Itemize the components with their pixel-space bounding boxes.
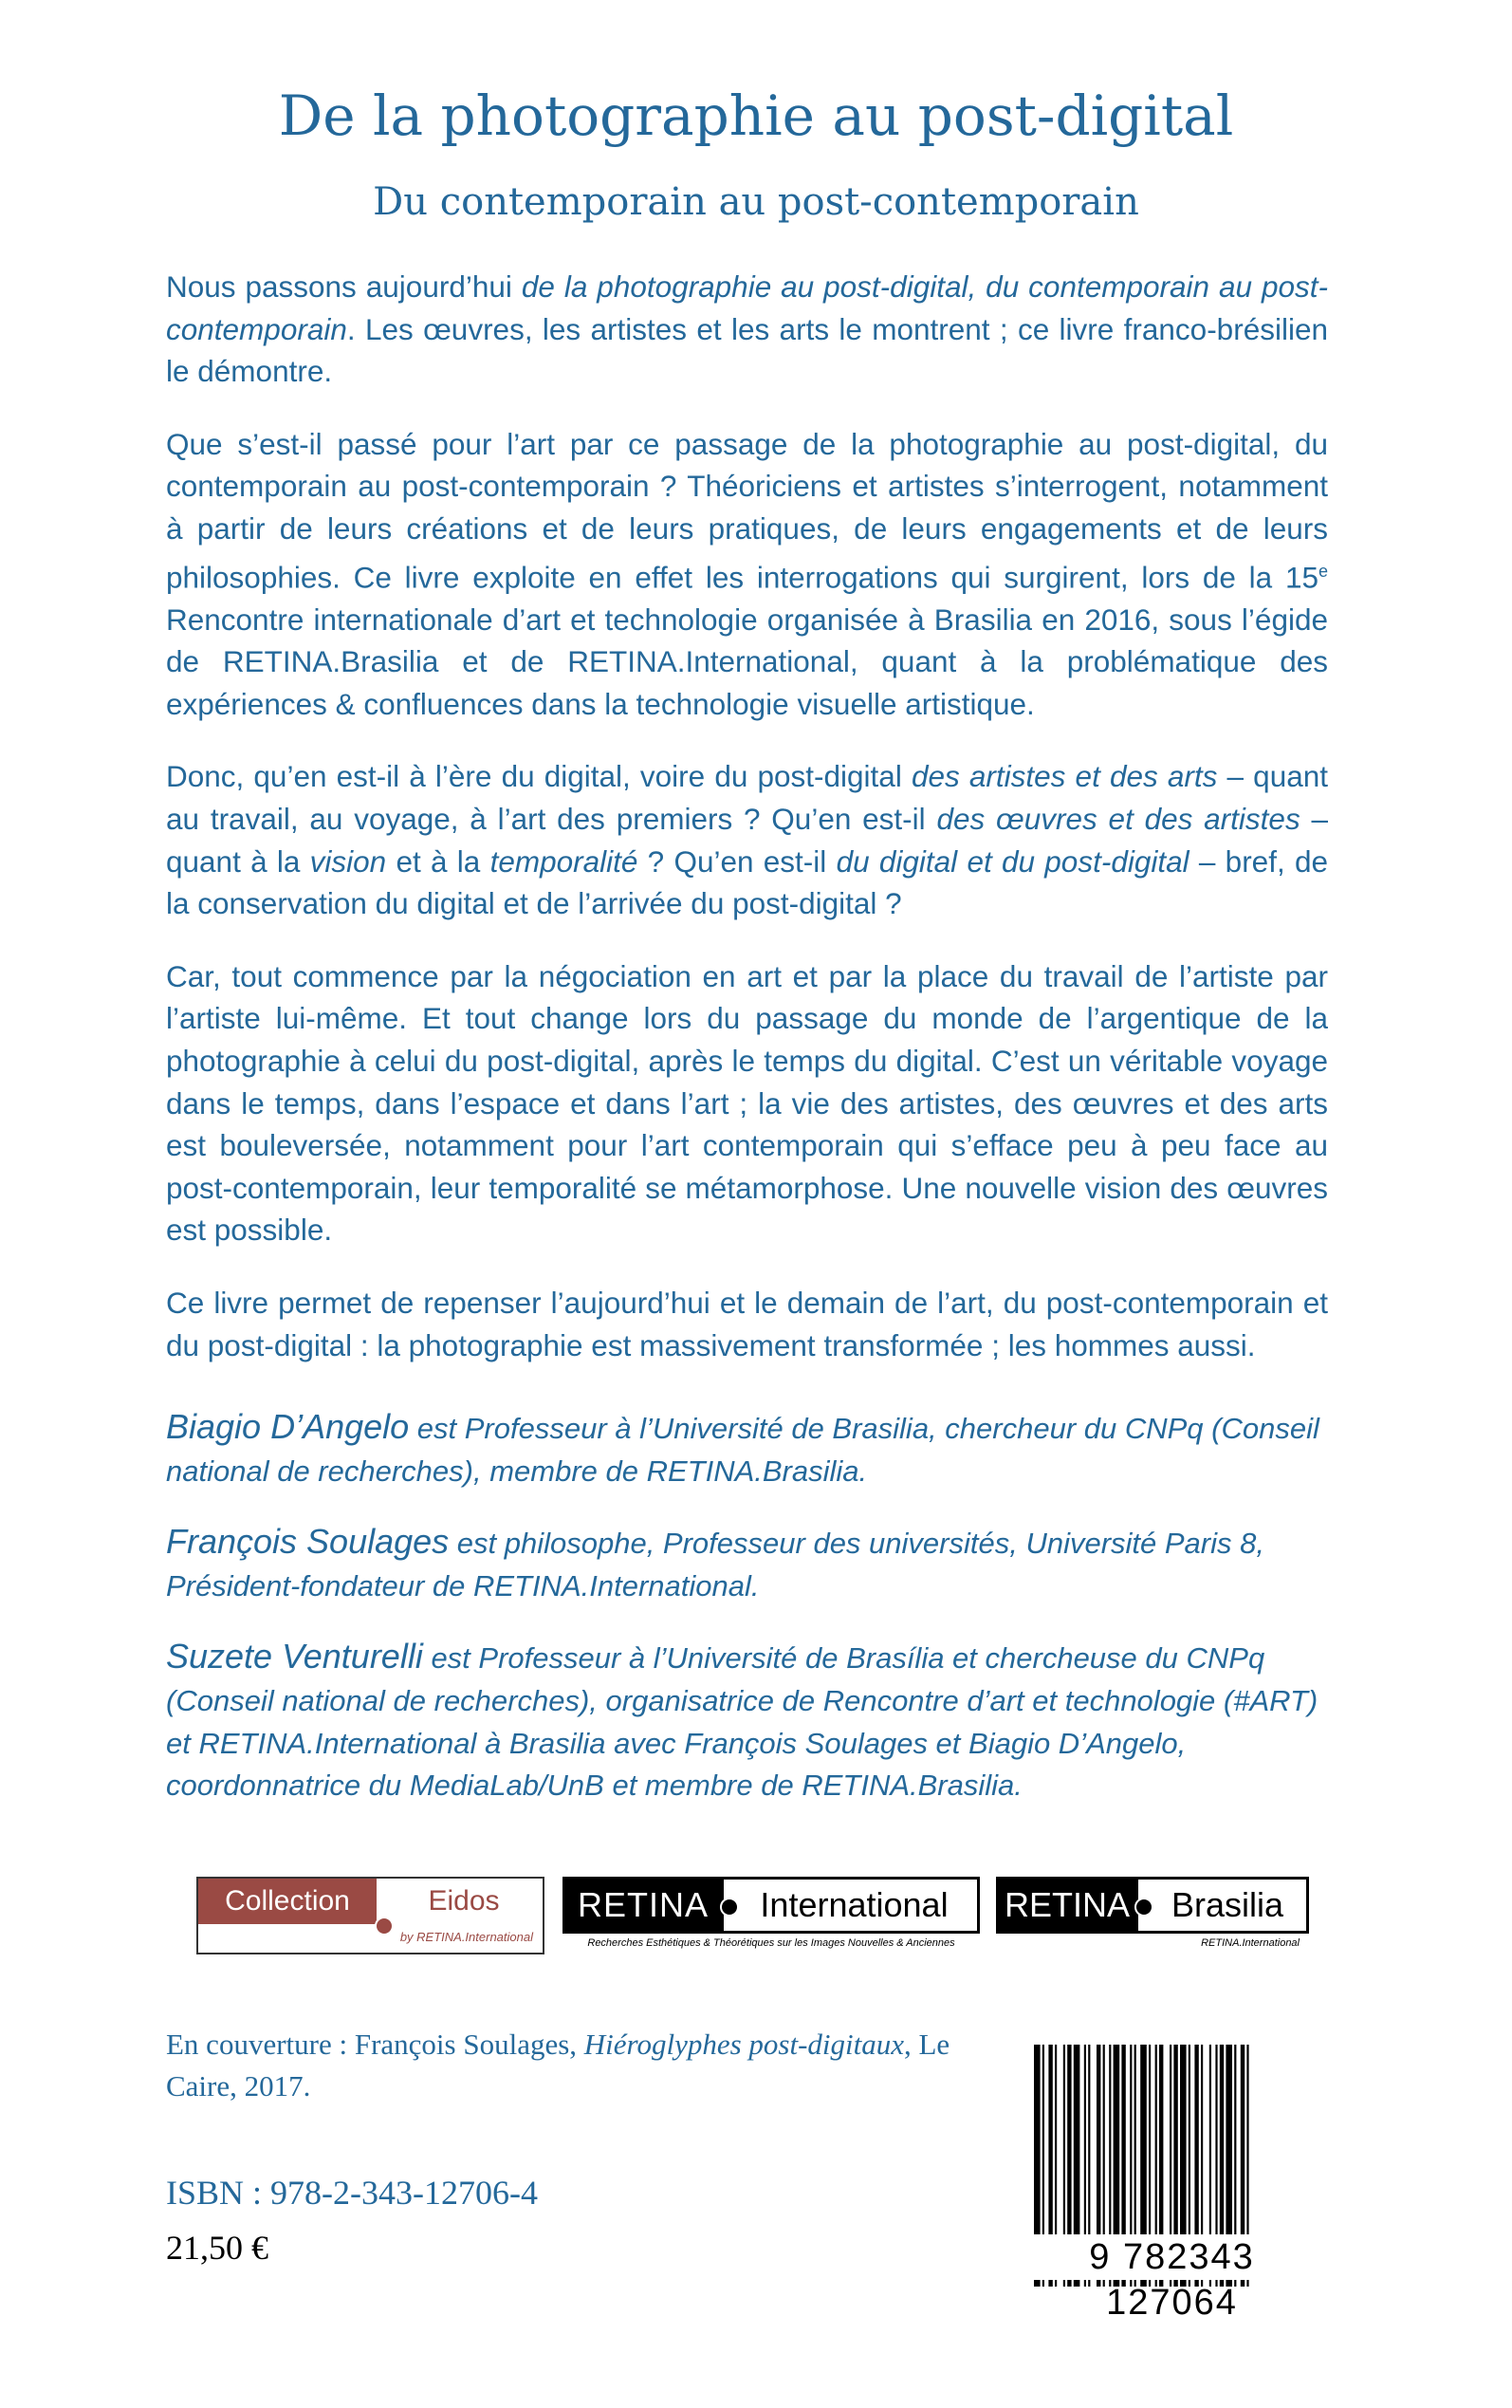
price: 21,50 € (166, 2229, 268, 2267)
collection-eidos-logo (196, 1877, 544, 1954)
blurb-paragraph-1: Nous passons aujourd’hui de la photographie au post-digital, du contemporain au post-contemporain. Les œuvres, les artistes et les arts le montrent ; ce livre franco-brésilien le démontre. (166, 269, 1328, 389)
logo-eidos-by: by RETINA.International (399, 1930, 533, 1944)
logo-bras-right: Brasilia (1171, 1885, 1284, 1924)
author-bio: Suzete Venturelli est Professeur à l’Université de Brasília et chercheuse du CNPq (Conseil national de recherches), organisatrice de Rencontre d’art et technologie (#ART) et RETINA.International à Brasilia avec François Soulages et Biagio D’Angelo, coordonnatrice du MediaLab/UnB et membre de RETINA.Brasilia. (166, 1637, 1318, 1803)
logo-dot-icon (375, 1917, 394, 1936)
isbn: ISBN : 978-2-343-12706-4 (166, 2174, 538, 2212)
author-bios (166, 1406, 1328, 1836)
logo-dot-icon (1134, 1898, 1153, 1917)
logo-dot-icon (720, 1898, 739, 1917)
retina-international-logo (562, 1877, 980, 1954)
retina-brasilia-logo (996, 1877, 1309, 1954)
author-name: François Soulages (166, 1522, 450, 1562)
barcode-digits: 9 782343 127064 (1032, 2234, 1312, 2280)
blurb (166, 266, 1328, 1397)
blurb-paragraph-2: Que s’est-il passé pour l’art par ce passage de la photographie au post-digital, du contemporain au post-contemporain ? Théoriciens et artistes s’interrogent, notamment à partir de leurs créations et de leurs pratiques, de leurs engagements et de leurs philosophies. Ce livre exploite en effet les interrogations qui surgirent, lors de la 15e Rencontre internationale d’art et technologie organisée à Brasilia en 2016, sous l’égide de RETINA.Brasilia et de RETINA.International, quant à la problématique des expériences & confluences dans la technologie visuelle artistique. (166, 426, 1328, 721)
logo-eidos-left: Collection (198, 1879, 377, 1924)
logo-eidos-right: Eidos (428, 1885, 500, 1917)
logo-intl-left: RETINA (562, 1877, 724, 1934)
author-bio: Biagio D’Angelo est Professeur à l’Université de Brasilia, chercheur du CNPq (Conseil national de recherches), membre de RETINA.Brasilia. (166, 1407, 1319, 1488)
book-title: De la photographie au post-digital (278, 83, 1234, 148)
author-name: Suzete Venturelli (166, 1637, 423, 1676)
cover-credit: En couverture : François Soulages, Hiéroglyphes post-digitaux, Le Caire, 2017. (166, 2028, 950, 2102)
blurb-paragraph-3: Donc, qu’en est-il à l’ère du digital, voire du post-digital des artistes et des arts – quant au travail, au voyage, à l’art des premiers ? Qu’en est-il des œuvres et des artistes – quant à la vision et à la temporalité ? Qu’en est-il du digital et du post-digital – bref, de la conservation du digital et de l’arrivée du post-digital ? (166, 759, 1329, 921)
logo-bras-tagline: RETINA.International (1201, 1937, 1300, 1949)
blurb-paragraph-4: Car, tout commence par la négociation en art et par la place du travail de l’artiste par l’artiste lui-même. Et tout change lors du passage du monde de l’argentique de la photographie à celui du post-digital, après le temps du digital. C’est un véritable voyage dans le temps, dans l’espace et dans l’art ; la vie des artistes, des œuvres et des arts est bouleversée, notamment pour l’art contemporain qui s’efface peu à peu face au post-contemporain, leur temporalité se métamorphose. Une nouvelle vision des œuvres est possible. (166, 958, 1328, 1248)
author-bio: François Soulages est philosophe, Professeur des universités, Université Paris 8, Président-fondateur de RETINA.International. (166, 1522, 1264, 1602)
logo-intl-tagline: Recherches Esthétiques & Théorétiques sur les Images Nouvelles & Anciennes (587, 1937, 955, 1949)
author-name: Biagio D’Angelo (166, 1407, 410, 1446)
book-subtitle: Du contemporain au post-contemporain (373, 180, 1139, 224)
logo-bras-left: RETINA (996, 1877, 1138, 1934)
logo-intl-right: International (760, 1885, 949, 1924)
blurb-paragraph-5: Ce livre permet de repenser l’aujourd’hui et le demain de l’art, du post-contemporain et du post-digital : la photographie est massivement transformée ; les hommes aussi. (166, 1285, 1328, 1362)
